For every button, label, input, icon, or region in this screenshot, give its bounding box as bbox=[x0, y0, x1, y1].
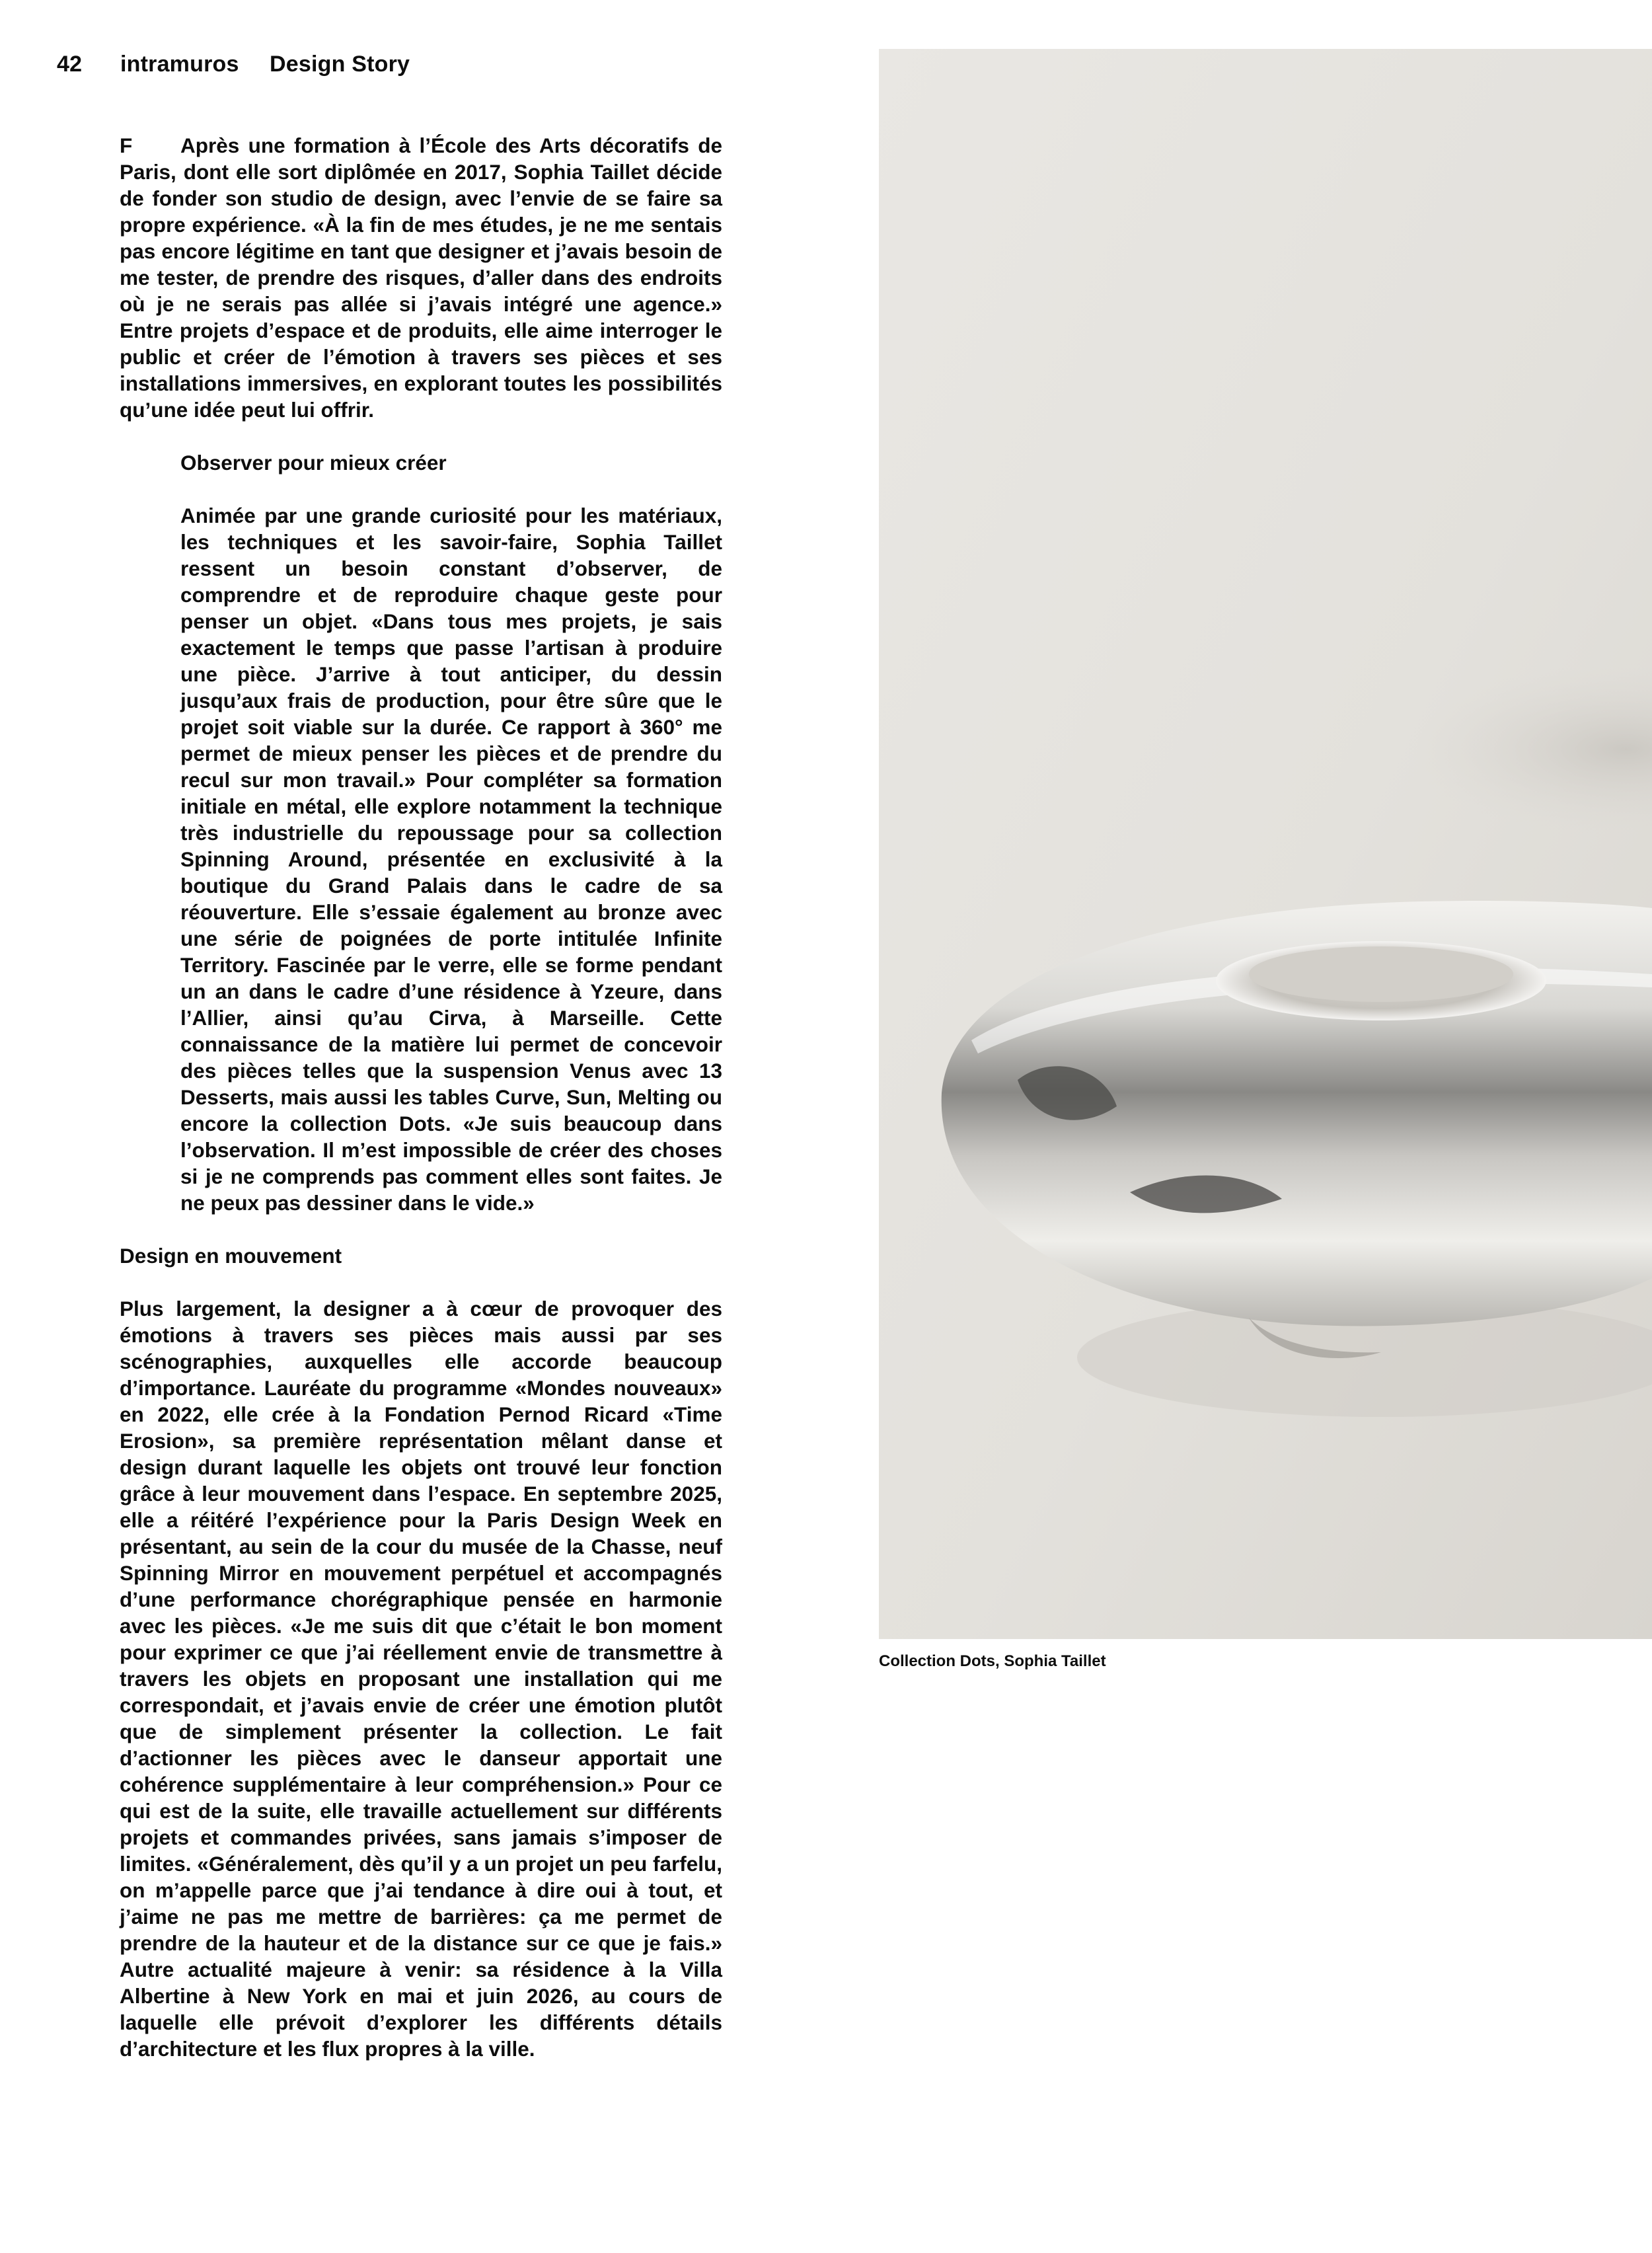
article-body bbox=[120, 132, 722, 2062]
subheading-mouvement: Design en mouvement bbox=[120, 1244, 342, 1268]
photo-caption: Collection Dots, Sophia Taillet bbox=[879, 1652, 1106, 1670]
intro-text: Après une formation à l’École des Arts décoratifs de Paris, dont elle sort diplômée en 2017, Sophia Taillet décide de fonder son studio de design, avec l’envie de se faire sa propre expérience. «À la fin de mes études, je ne me sentais pas encore légitime en tant que designer et j’avais besoin de me tester, de prendre des risques, d’aller dans des endroits où je ne serais pas allée si j’avais intégré une agence.» Entre projets d’espace et de produits, elle aime interroger le public et créer de l’émotion à travers ses pièces et ses installations immersives, en explorant toutes les possibilités qu’une idée peut lui offrir. bbox=[120, 134, 722, 422]
page-header bbox=[57, 52, 410, 77]
article-photo bbox=[879, 49, 1652, 1639]
subheading-observer: Observer pour mieux créer bbox=[180, 451, 447, 475]
mirror-bowl-photo bbox=[879, 49, 1652, 1639]
section-name: Design Story bbox=[270, 52, 410, 77]
page-number: 42 bbox=[57, 52, 83, 77]
intro-paragraph bbox=[120, 132, 722, 423]
magazine-name: intramuros bbox=[120, 52, 239, 77]
section-mouvement-paragraph: Plus largement, la designer a à cœur de provoquer des émotions à travers ses pièces mais aussi par ses scénographies, auxquelles elle accorde beaucoup d’importance. Lauréate du programme «Mondes nouveaux» en 2022, elle crée à la Fondation Pernod Ricard «Time Erosion», sa première représentation mêlant danse et design durant laquelle les objets ont trouvé leur fonction grâce à leur mouvement dans l’espace. En septembre 2025, elle a réitéré l’expérience pour la Paris Design Week en présentant, au sein de la cour du musée de la Chasse, neuf Spinning Mirror en mouvement perpétuel et accompagnés d’une performance chorégraphique pensée en harmonie avec les pièces. «Je me suis dit que c’était le bon moment pour exprimer ce que j’ai réellement envie de transmettre à travers les objets en proposant une installation qui me correspondait, et j’avais envie de créer une émotion plutôt que de simplement présenter la collection. Le fait d’actionner les pièces avec le danseur apportait une cohérence supplémentaire à leur compréhension.» Pour ce qui est de la suite, elle travaille actuellement sur différents projets et commandes privées, sans jamais s’imposer de limites. «Généralement, dès qu’il y a un projet un peu farfelu, on m’appelle parce que j’ai tendance à dire oui à tout, et j’aime ne pas me mettre de barrières: ça me permet de prendre de la hauteur et de la distance sur ce que je fais.» Autre actualité majeure à venir: sa résidence à la Villa Albertine à New York en mai et juin 2026, au cours de laquelle elle prévoit d’explorer les différents détails d’architecture et les flux propres à la ville. bbox=[120, 1297, 722, 2061]
language-marker: F bbox=[120, 134, 133, 157]
section-observer-paragraph: Animée par une grande curiosité pour les matériaux, les techniques et les savoir-faire, Sophia Taillet ressent un besoin constant d’observer, de comprendre et de reproduire chaque geste pour penser un objet. «Dans tous mes projets, je sais exactement le temps que passe l’artisan à produire une pièce. J’arrive à tout anticiper, du dessin jusqu’aux frais de production, pour être sûre que le projet soit viable sur la durée. Ce rapport à 360° me permet de mieux penser les pièces et de prendre du recul sur mon travail.» Pour compléter sa formation initiale en métal, elle explore notamment la technique très industrielle du repoussage pour sa collection Spinning Around, présentée en exclusivité à la boutique du Grand Palais dans le cadre de sa réouverture. Elle s’essaie également au bronze avec une série de poignées de porte intitulée Infinite Territory. Fascinée par le verre, elle se forme pendant un an dans le cadre d’une résidence à Yzeure, dans l’Allier, ainsi qu’au Cirva, à Marseille. Cette connaissance de la matière lui permet de concevoir des pièces telles que la suspension Venus avec 13 Desserts, mais aussi les tables Curve, Sun, Melting ou encore la collection Dots. «Je suis beaucoup dans l’observation. Il m’est impossible de créer des choses si je ne comprends pas comment elles sont faites. Je ne peux pas dessiner dans le vide.» bbox=[180, 504, 722, 1215]
